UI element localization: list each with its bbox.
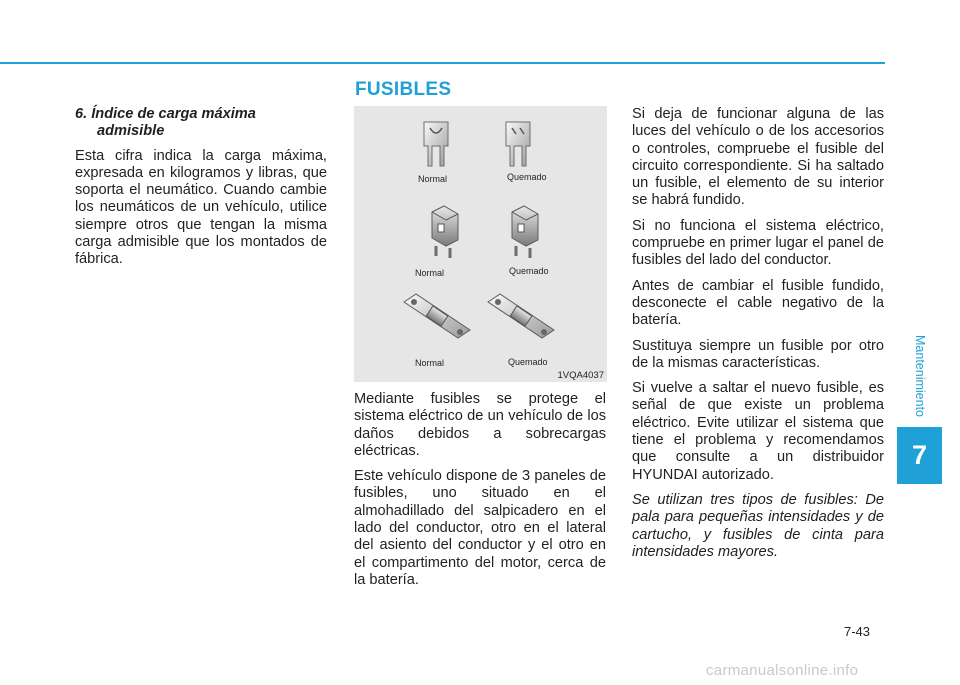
blade-fuse-normal-icon (424, 122, 448, 166)
paragraph: Sustituya siempre un fusible por otro de la mismas características. (632, 337, 884, 371)
paragraph: Si no funciona el sistema eléctrico, compruebe en primer lugar el panel de fusibles del lado del conductor. (632, 217, 884, 269)
label-normal: Normal (418, 174, 448, 184)
chapter-name: Mantenimiento (913, 335, 927, 417)
paragraph: Antes de cambiar el fusible fundido, desconecte el cable negativo de la batería. (632, 277, 884, 329)
watermark: carmanualsonline.info (706, 662, 859, 679)
item-heading: 6. Índice de carga máxima admisible (75, 106, 256, 140)
page-number: 7-43 (844, 624, 871, 639)
cartridge-fuse-normal-icon (432, 206, 458, 258)
fuse-types-figure (354, 106, 607, 382)
paragraph: Este vehículo dispone de 3 paneles de fusibles, uno situado en el almohadillado del salpicadero en el lado del conductor, otro en el lateral del asiento del conductor y el otro en el compartimento del motor, cerca de la batería. (354, 468, 606, 588)
strip-fuse-normal-icon (404, 294, 470, 338)
header-rule (0, 62, 885, 64)
strip-fuse-blown-icon (488, 294, 554, 338)
label-blown: Quemado (507, 172, 547, 182)
left-column (75, 106, 327, 277)
paragraph-italic: Se utilizan tres tipos de fusibles: De pala para pequeñas intensidades y de cartucho, y fusibles de cinta para intensidades mayores. (632, 491, 884, 560)
section-title: FUSIBLES (355, 79, 452, 100)
fuse-illustration (354, 106, 607, 382)
paragraph: Esta cifra indica la carga máxima, expresada en kilogramos y libras, que soporta el neumático. Cuando cambie los neumáticos de un vehículo, utilice siempre otros que tengan la misma carga admisible que los montados de fábrica. (75, 147, 327, 268)
cartridge-fuse-blown-icon (512, 206, 538, 258)
label-blown: Quemado (509, 266, 549, 276)
label-normal: Normal (415, 358, 445, 368)
chapter-tab-label (908, 330, 932, 422)
chapter-number: 7 (911, 440, 928, 470)
paragraph: Si deja de funcionar alguna de las luces del vehículo o de los accesorios o controles, compruebe el fusible del circuito correspondiente. Si ha saltado un fusible, el elemento de su interior se habrá fundido. (632, 106, 884, 209)
label-blown: Quemado (508, 357, 548, 367)
middle-column (354, 391, 606, 597)
figure-code: 1VQA4037 (557, 370, 604, 381)
blade-fuse-blown-icon (506, 122, 530, 166)
label-normal: Normal (415, 268, 445, 278)
right-column (632, 106, 884, 569)
paragraph: Mediante fusibles se protege el sistema eléctrico de un vehículo de los daños debidos a sobrecargas eléctricas. (354, 391, 606, 459)
paragraph: Si vuelve a saltar el nuevo fusible, es señal de que existe un problema eléctrico. Evite utilizar el sistema que tiene el problema y recomendamos que consulte a un distribuidor HYUNDAI autorizado. (632, 380, 884, 483)
